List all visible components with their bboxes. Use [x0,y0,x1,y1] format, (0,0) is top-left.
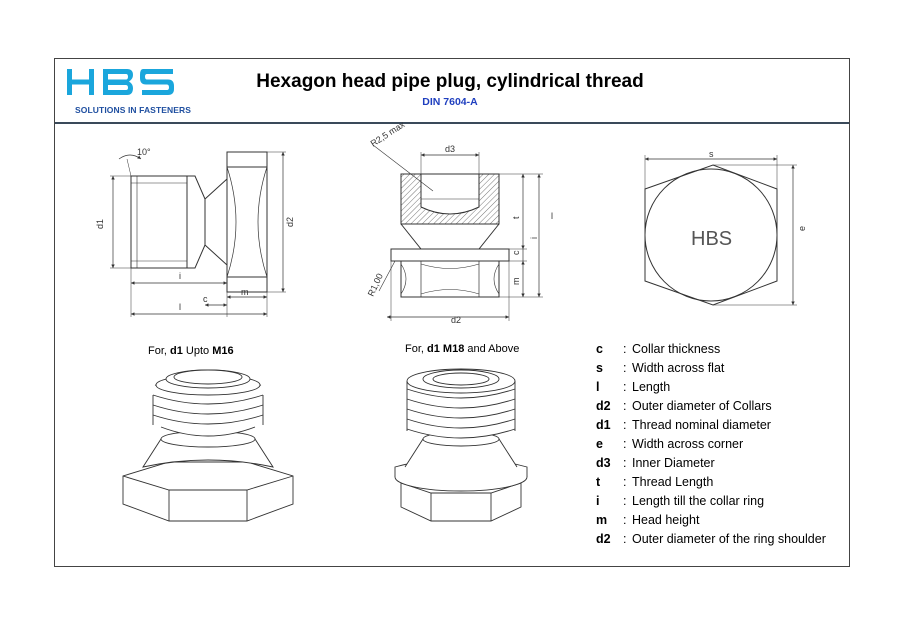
top-view-labels [691,149,807,250]
radius-bottom-label: R1,00 [365,271,385,298]
dim-c-label: c [203,294,208,304]
dim-t-label: t [511,216,521,219]
dim-d1-label: d1 [95,218,105,229]
dim-l-label: l [179,302,181,312]
dim-m-label: m [241,287,249,297]
legend-item: c : Collar thickness [596,342,721,356]
dimension-legend [596,342,846,551]
caption-large-plug: For, d1 M18 and Above [405,343,520,355]
legend-item: d2 : Outer diameter of the ring shoulder [596,532,826,546]
dim-c2-label: c [511,250,521,255]
legend-item: d2 : Outer diameter of Collars [596,399,772,413]
legend-item: d3 : Inner Diameter [596,456,715,470]
dim-s-label: s [709,149,714,159]
head-marking: HBS [691,228,733,250]
dim-d2-label: d2 [285,216,295,227]
legend-item: i : Length till the collar ring [596,494,765,508]
page-title: Hexagon head pipe plug, cylindrical thread [256,71,644,92]
angle-label: 10° [137,147,151,157]
logo-tagline: SOLUTIONS IN FASTENERS [75,105,192,115]
legend-item: e : Width across corner [596,437,744,451]
legend-item: s : Width across flat [596,361,725,375]
caption-small-plug: For, d1 Upto M16 [148,345,234,357]
render-small-plug [123,370,293,521]
dim-i-label: i [179,271,181,281]
side-view-drawing [110,152,286,317]
drawing-sheet [54,58,850,567]
legend-item: d1 : Thread nominal diameter [596,418,771,432]
dim-i2-label: i [529,237,539,239]
dim-d3-label: d3 [445,144,456,154]
radius-top-label: R2,5 max [368,119,407,149]
legend-item: t : Thread Length [596,475,714,489]
legend-item: l : Length [596,380,671,394]
page-subtitle: DIN 7604-A [422,96,478,108]
dim-l2-label: l [551,211,553,221]
section-view-drawing [373,145,543,321]
legend-item: m : Head height [596,513,700,527]
dim-e-label: e [797,225,807,231]
render-large-plug [395,369,527,521]
dim-d2b-label: d2 [451,315,462,325]
dim-m2-label: m [511,277,521,285]
